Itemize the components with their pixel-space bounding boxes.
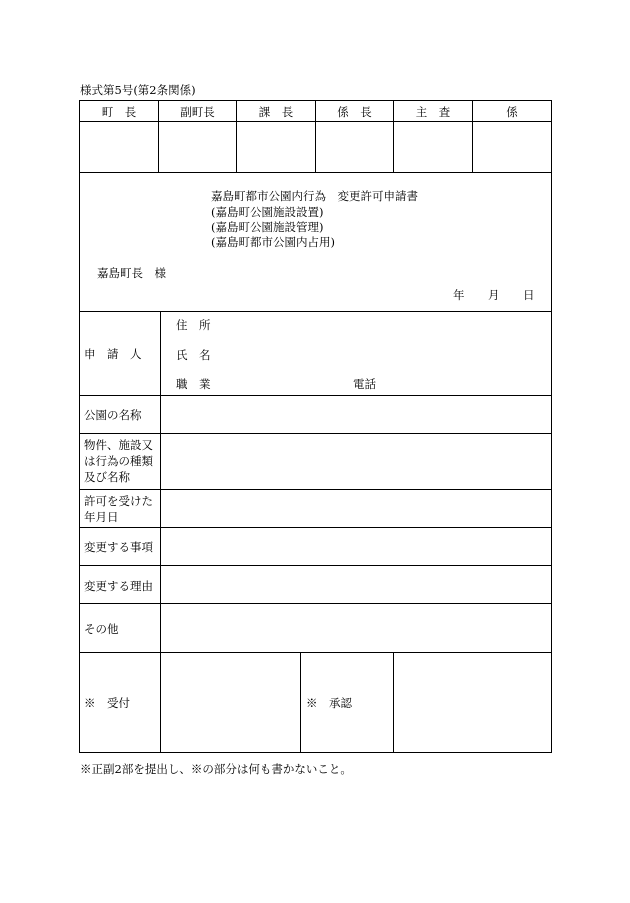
applicant-occupation-label: 職 業 bbox=[176, 377, 211, 391]
field-other-label: その他 bbox=[84, 622, 119, 636]
row-divider bbox=[79, 603, 552, 604]
approval-header-mayor: 町 長 bbox=[101, 105, 137, 119]
table-border-bottom bbox=[79, 752, 552, 753]
label-column-divider bbox=[160, 311, 161, 653]
footnote: ※正副2部を提出し、※の部分は何も書かないこと。 bbox=[80, 762, 352, 776]
applicant-address-label: 住 所 bbox=[176, 318, 211, 332]
approval-col-divider bbox=[393, 652, 394, 753]
row-divider bbox=[79, 652, 552, 653]
title-option-facility-management: (嘉島町公園施設管理) bbox=[211, 220, 324, 234]
title-option-park-occupancy: (嘉島町都市公園内占用) bbox=[211, 235, 335, 249]
approval-header-section-chief: 課 長 bbox=[258, 105, 294, 119]
field-change-reason-label: 変更する理由 bbox=[84, 579, 153, 593]
title-option-facility-installation: (嘉島町公園施設設置) bbox=[211, 205, 324, 219]
form-title: 嘉島町都市公園内行為 変更許可申請書 bbox=[211, 189, 418, 203]
field-object-type-label: 物件、施設又は行為の種類及び名称 bbox=[84, 438, 153, 484]
field-park-name-label: 公園の名称 bbox=[84, 408, 142, 422]
approval-header-deputy-mayor: 副町長 bbox=[180, 105, 215, 119]
table-border-left bbox=[79, 100, 80, 753]
approval-header-unit-chief: 係 長 bbox=[337, 105, 372, 119]
applicant-phone-label: 電話 bbox=[353, 377, 376, 391]
approval-header-inspector: 主 査 bbox=[415, 105, 451, 119]
row-divider bbox=[79, 489, 552, 490]
approval-label: ※ 承認 bbox=[306, 696, 352, 710]
approval-header-staff: 係 bbox=[506, 105, 518, 119]
row-divider bbox=[79, 527, 552, 528]
row-divider bbox=[79, 395, 552, 396]
reception-col-divider bbox=[300, 652, 301, 753]
form-id: 様式第5号(第2条関係) bbox=[80, 83, 196, 97]
field-permission-date-label: 許可を受けた年月日 bbox=[84, 494, 153, 524]
title-section-bottom bbox=[79, 311, 552, 312]
approval-row-bottom bbox=[79, 172, 552, 173]
date-day-label: 日 bbox=[523, 288, 535, 302]
date-year-label: 年 bbox=[453, 288, 465, 302]
reception-label: ※ 受付 bbox=[84, 696, 130, 710]
addressee: 嘉島町長 様 bbox=[97, 266, 166, 280]
applicant-label: 申 請 人 bbox=[84, 347, 142, 361]
row-divider bbox=[79, 433, 552, 434]
field-change-items-label: 変更する事項 bbox=[84, 540, 153, 554]
applicant-name-label: 氏 名 bbox=[176, 348, 211, 362]
row-divider bbox=[79, 565, 552, 566]
table-border-right bbox=[551, 100, 552, 753]
reception-col-divider bbox=[160, 652, 161, 753]
date-month-label: 月 bbox=[488, 288, 500, 302]
